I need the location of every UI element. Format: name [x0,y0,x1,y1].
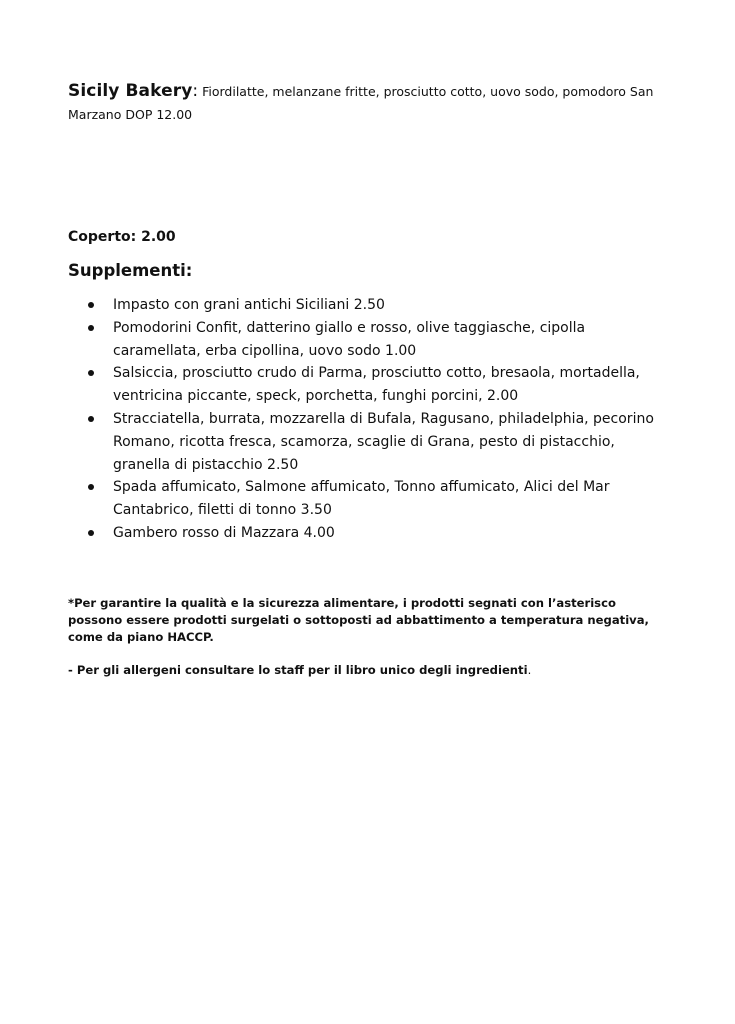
supplement-text: Stracciatella, burrata, mozzarella di Bufala, Ragusano, philadelphia, pecorino Romano, ricotta fresca, scamorza, scaglie di Grana, pesto di pistacchio, granella di pistacchio 2.50 [113,410,654,473]
pizza-name: Sicily Bakery [68,81,193,101]
pizza-description: Fiordilatte, melanzane fritte, prosciutto cotto, uovo sodo, pomodoro San Marzano DOP 12.00 [68,84,654,122]
bullet-icon [88,325,94,331]
supplement-text: Impasto con grani antichi Siciliani 2.50 [113,297,385,313]
pizza-entry [68,80,668,126]
supplementi-title: Supplementi: [68,261,193,280]
quality-note: *Per garantire la qualità e la sicurezza alimentare, i prodotti segnati con l’asterisco possono essere prodotti surgelati o sottoposti ad abbattimento a temperatura negativa, come da piano HACCP. [68,596,649,644]
allergens-note [68,662,668,679]
supplementi-list [88,294,668,545]
bullet-icon [88,416,94,422]
supplement-text: Gambero rosso di Mazzara 4.00 [113,524,335,541]
pizza-colon: : [192,81,199,101]
bullet-icon [88,370,94,376]
supplement-text: Spada affumicato, Salmone affumicato, Tonno affumicato, Alici del Mar Cantabrico, filetti di tonno 3.50 [113,479,610,519]
bullet-icon [88,530,94,536]
supplement-item [88,408,668,476]
supplement-text: Salsiccia, prosciutto crudo di Parma, prosciutto cotto, bresaola, mortadella, ventricina piccante, speck, porchetta, funghi porcini, 2.00 [113,365,640,405]
allergens-text: - Per gli allergeni consultare lo staff per il libro unico degli ingredienti [68,663,528,677]
supplement-text: Pomodorini Confit, datterino giallo e rosso, olive taggiasche, cipolla caramellata, erba cipollina, uovo sodo 1.00 [113,319,586,359]
supplement-item [88,294,668,317]
bullet-icon [88,484,94,490]
supplement-item [88,317,668,363]
supplement-item [88,522,668,545]
supplement-item [88,362,668,408]
coperto-charge: Coperto: 2.00 [68,229,176,245]
allergens-period: . [527,663,532,677]
supplement-item [88,476,668,522]
bullet-icon [88,302,94,308]
